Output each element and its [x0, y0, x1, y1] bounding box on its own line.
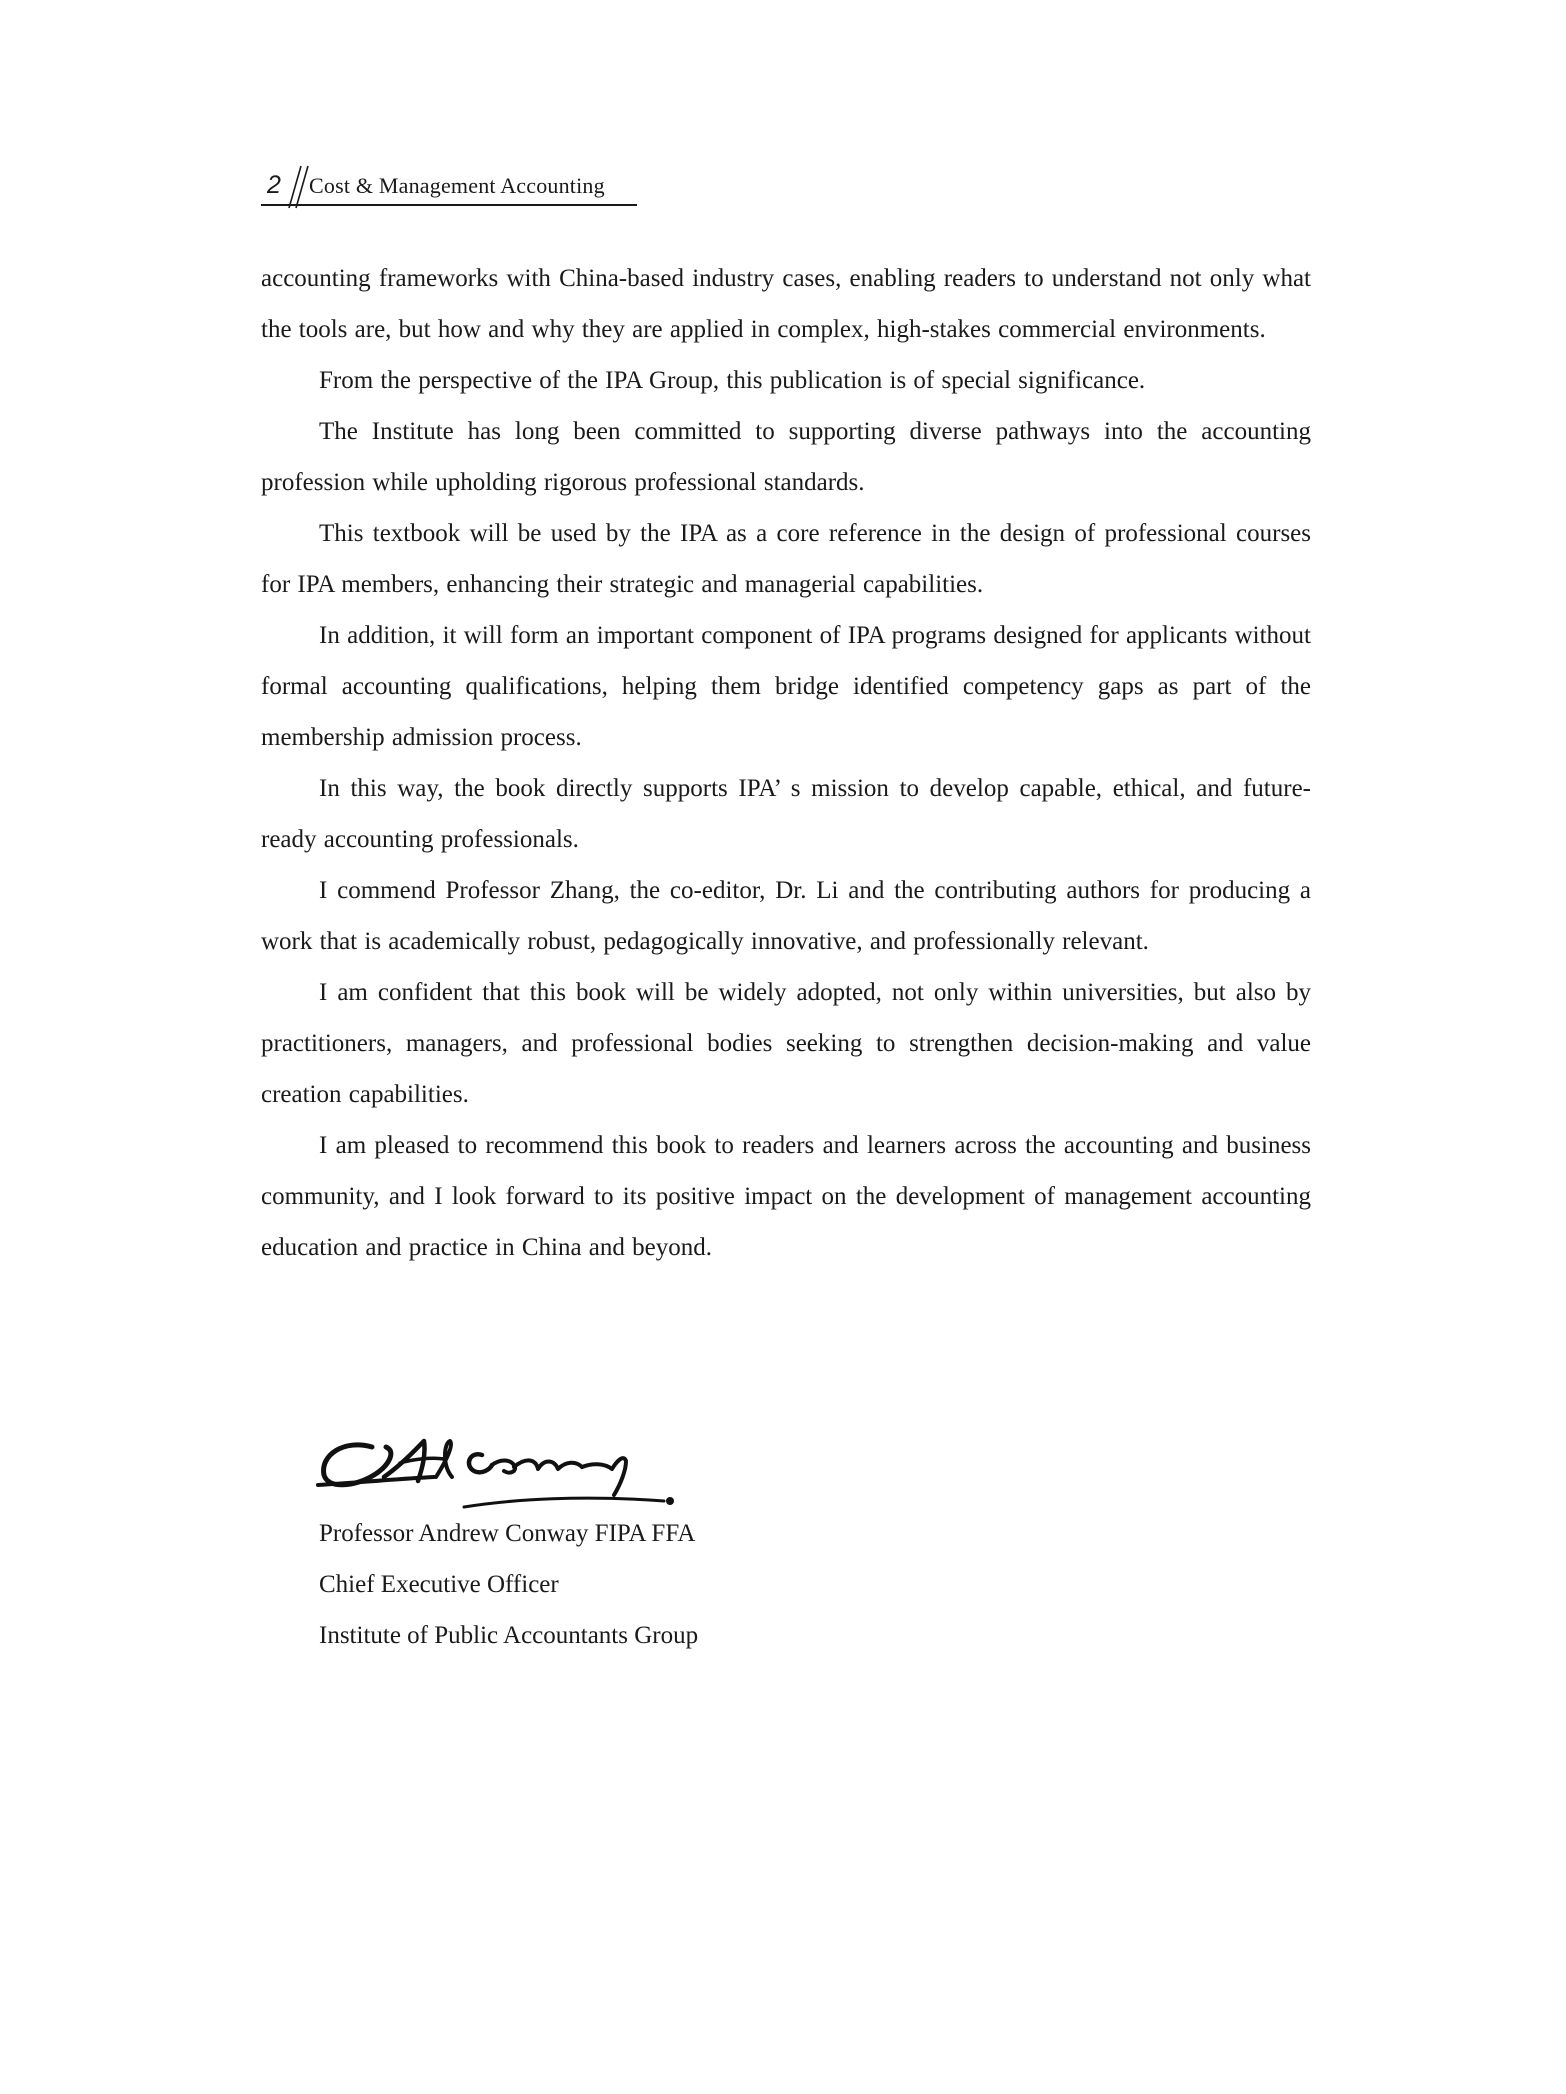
paragraph-continued: accounting frameworks with China-based industry cases, enabling readers to understand not only what the tools are, but how and why they are applied in complex, high-stakes commercial environments.: [261, 265, 1311, 343]
paragraph: I am confident that this book will be widely adopted, not only within universities, but also by practitioners, managers, and professional bodies seeking to strengthen decision-making and value creation capabilities.: [261, 979, 1311, 1108]
paragraph: This textbook will be used by the IPA as a core reference in the design of professional courses for IPA members, enhancing their strategic and managerial capabilities.: [261, 520, 1311, 598]
signatory-organization: Institute of Public Accountants Group: [319, 1622, 699, 1649]
paragraph: I commend Professor Zhang, the co-editor, Dr. Li and the contributing authors for producing a work that is academically robust, pedagogically innovative, and professionally relevant.: [261, 877, 1311, 955]
signature-block: [319, 1508, 1019, 1661]
page-number: 2: [267, 171, 281, 199]
double-slash-icon: [285, 164, 311, 214]
paragraph: I am pleased to recommend this book to readers and learners across the accounting and business community, and I look forward to its positive impact on the development of management accounting education and practice in China and beyond.: [261, 1132, 1311, 1261]
running-head: [261, 168, 637, 206]
letter-body: [261, 253, 1311, 1273]
signatory-position: Chief Executive Officer: [319, 1571, 559, 1598]
running-title: Cost & Management Accounting: [309, 173, 605, 198]
handwritten-signature: [314, 1425, 694, 1513]
paragraph: In this way, the book directly supports IPA’ s mission to develop capable, ethical, and future-ready accounting professionals.: [261, 775, 1311, 853]
paragraph: In addition, it will form an important component of IPA programs designed for applicants without formal accounting qualifications, helping them bridge identified competency gaps as part of the membership admission process.: [261, 622, 1311, 751]
paragraph: From the perspective of the IPA Group, this publication is of special significance.: [319, 367, 1146, 394]
signatory-name: Professor Andrew Conway FIPA FFA: [319, 1520, 696, 1547]
paragraph: The Institute has long been committed to supporting diverse pathways into the accounting profession while upholding rigorous professional standards.: [261, 418, 1311, 496]
